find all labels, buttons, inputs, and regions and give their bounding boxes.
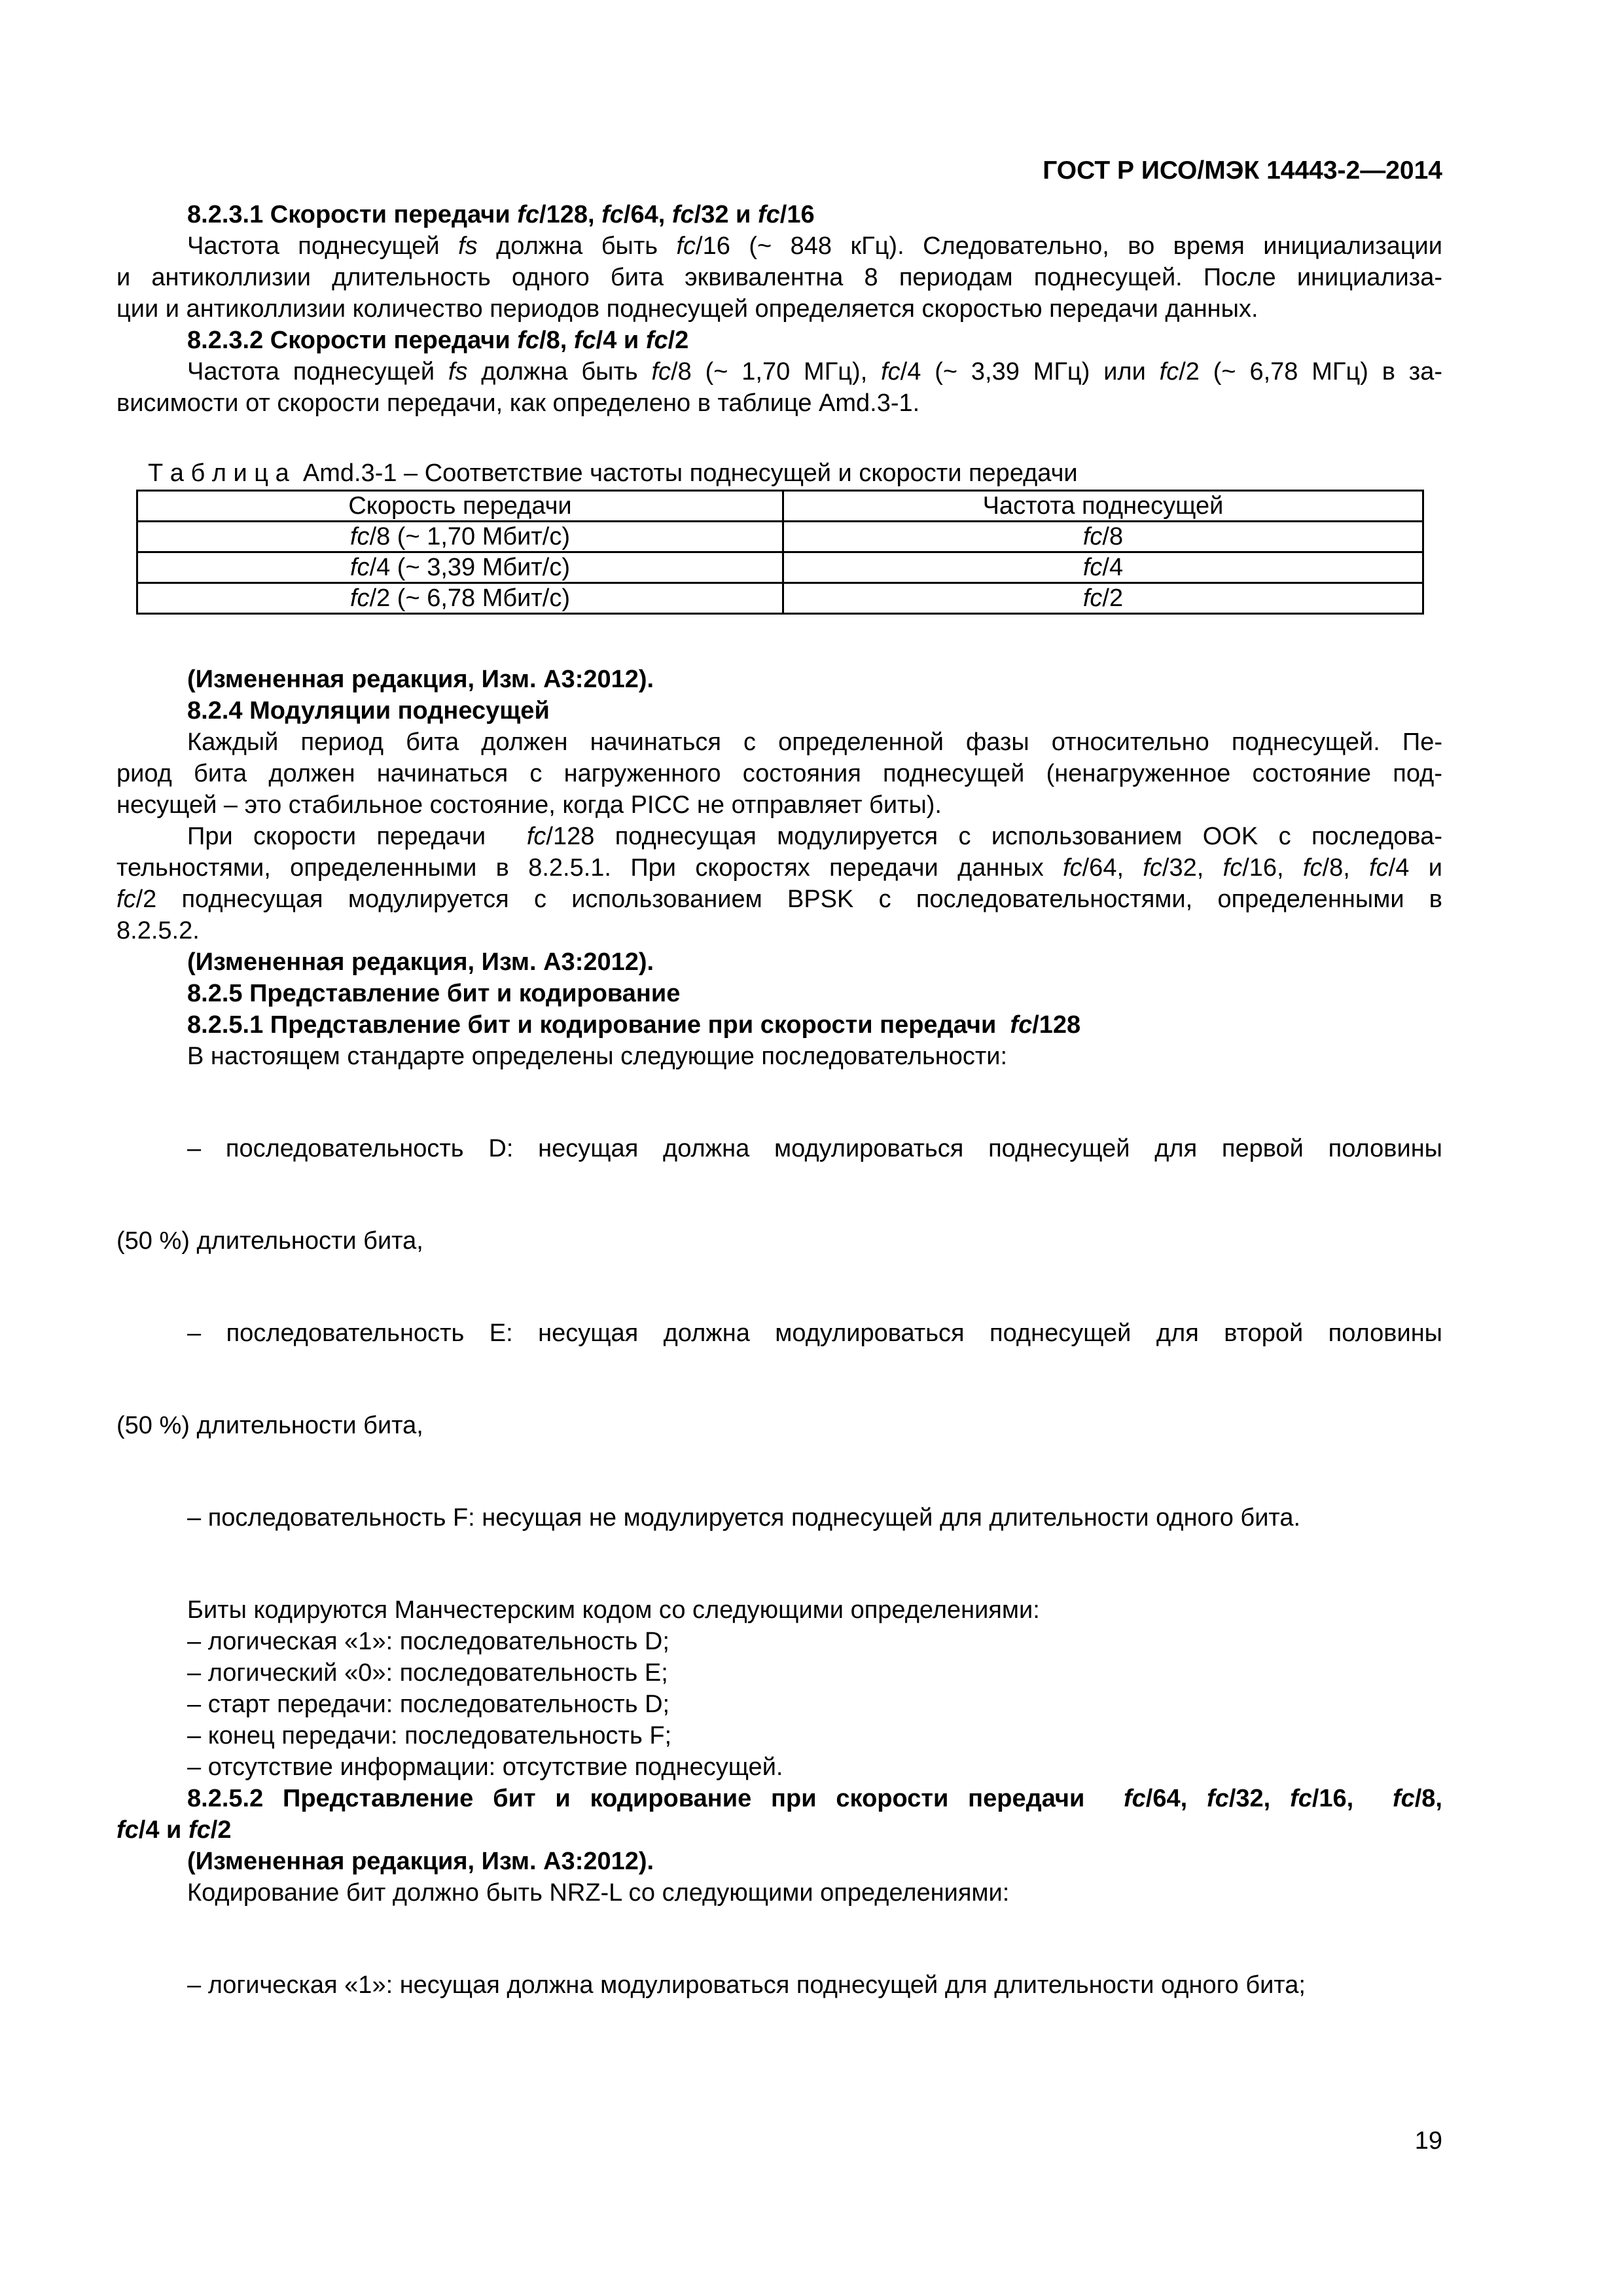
italic-fc: fc — [1124, 1785, 1146, 1812]
paragraph-line: Кодирование бит должно быть NRZ-L со следующими определениями: — [187, 1879, 1010, 1907]
italic-fc: fc — [676, 232, 696, 260]
italic-fc: fc — [517, 327, 540, 354]
heading-8-2-5: 8.2.5 Представление бит и кодирование — [187, 980, 681, 1007]
heading-8-2-3-2 — [187, 325, 688, 355]
italic-fc: fc — [1222, 854, 1243, 882]
text: /4 и — [1388, 854, 1442, 882]
paragraph-line: висимости от скорости передачи, как определено в таблице Amd.3-1. — [116, 389, 920, 417]
list-item: – конец передачи: последовательность F; — [187, 1722, 672, 1749]
table-cell — [137, 522, 783, 552]
paragraph-line — [116, 853, 1442, 883]
italic-fc: fc — [881, 358, 901, 386]
cell-text: /4 — [1102, 554, 1124, 581]
text: /2 (~ 6,78 МГц) в за- — [1179, 358, 1442, 386]
italic-fc: fc — [1010, 1011, 1033, 1039]
list-item: – старт передачи: последовательность D; — [187, 1691, 670, 1718]
italic-fc: fc — [1290, 1785, 1312, 1812]
cell-text: /2 (~ 6,78 Мбит/с) — [369, 584, 570, 612]
italic-fc: fc — [1082, 554, 1103, 581]
heading-text: /32 и — [694, 201, 758, 228]
text: Частота поднесущей — [187, 232, 459, 260]
text: /32, — [1162, 854, 1223, 882]
page-number: 19 — [1414, 2127, 1442, 2155]
sequence-e-line: – последовательность E: несущая должна модулироваться поднесущей для второй половины — [187, 1319, 1442, 1347]
italic-fc: fc — [757, 201, 780, 228]
table-cell — [783, 522, 1423, 552]
heading-8-2-5-1 — [187, 1010, 1080, 1040]
italic-fs: fs — [458, 232, 478, 260]
list-item: – логический «0»: последовательность E; — [187, 1659, 668, 1687]
document-header: ГОСТ Р ИСО/МЭК 14443-2—2014 — [1043, 156, 1442, 185]
italic-fs: fs — [448, 358, 468, 386]
heading-8-2-5-2 — [187, 1784, 1442, 1814]
table-caption — [148, 458, 1078, 488]
heading-text: 8.2.3.1 Скорости передачи — [187, 201, 518, 228]
cell-text: /8 — [1102, 523, 1124, 550]
table-cell — [137, 552, 783, 583]
caption-label: Т а б л и ц а — [148, 459, 289, 487]
italic-fc: fc — [350, 584, 370, 612]
italic-fc: fc — [350, 554, 370, 581]
heading-text: /16 — [779, 201, 815, 228]
cell-text: /4 (~ 3,39 Мбит/с) — [369, 554, 570, 581]
italic-fc: fc — [1063, 854, 1082, 882]
table-cell — [783, 552, 1423, 583]
text: При скорости передачи — [187, 823, 527, 850]
italic-fc: fc — [517, 201, 540, 228]
paragraph-line: несущей – это стабильное состояние, когда PICC не отправляет биты). — [116, 791, 942, 819]
paragraph-line: Каждый период бита должен начинаться с определенной фазы относительно поднесущей. Пе- — [187, 728, 1442, 756]
paragraph-line: Биты кодируются Манчестерским кодом со следующими определениями: — [187, 1596, 1040, 1624]
paragraph-line: и антиколлизии длительность одного бита эквивалентна 8 периодам поднесущей. После инициализа- — [116, 264, 1442, 291]
amendment-note: (Измененная редакция, Изм. A3:2012). — [187, 948, 654, 976]
heading-text: 8.2.3.2 Скорости передачи — [187, 327, 518, 354]
amendment-note: (Измененная редакция, Изм. A3:2012). — [187, 666, 654, 693]
sequence-d-line: (50 %) длительности бита, — [116, 1227, 423, 1255]
heading-text: 8.2.5.2 Представление бит и кодирование при скорости передачи — [187, 1785, 1124, 1812]
italic-fc: fc — [651, 358, 671, 386]
heading-text: /64, — [1145, 1785, 1207, 1812]
italic-fc: fc — [1143, 854, 1162, 882]
list-item: – отсутствие информации: отсутствие поднесущей. — [187, 1753, 783, 1781]
italic-fc: fc — [1369, 854, 1389, 882]
table-row — [137, 583, 1423, 614]
cell-text: /8 (~ 1,70 Мбит/с) — [369, 523, 570, 550]
italic-fc: fc — [116, 1816, 139, 1844]
table-header-cell: Скорость передачи — [137, 491, 783, 522]
text: /128 поднесущая модулируется с использованием OOK с последова- — [546, 823, 1442, 850]
heading-8-2-4: 8.2.4 Модуляции поднесущей — [187, 697, 550, 725]
italic-fc: fc — [1207, 1785, 1229, 1812]
heading-text: 8.2.5.1 Представление бит и кодирование при скорости передачи — [187, 1011, 1010, 1039]
paragraph-line: риод бита должен начинаться с нагруженного состояния поднесущей (ненагруженное состояние под- — [116, 760, 1442, 787]
italic-fc: fc — [645, 327, 668, 354]
sequence-e-line: (50 %) длительности бита, — [116, 1412, 423, 1439]
text: /16 (~ 848 кГц). Следовательно, во время инициализации — [696, 232, 1442, 260]
italic-fc: fc — [573, 327, 596, 354]
heading-text: /8, — [1414, 1785, 1442, 1812]
heading-text: /2 — [668, 327, 689, 354]
paragraph-line: В настоящем стандарте определены следующие последовательности: — [187, 1043, 1008, 1070]
paragraph-line: ции и антиколлизии количество периодов поднесущей определяется скоростью передачи данных. — [116, 295, 1258, 323]
italic-fc: fc — [1392, 1785, 1415, 1812]
subcarrier-table — [136, 490, 1424, 615]
heading-text: /8, — [539, 327, 574, 354]
italic-fc: fc — [1159, 358, 1179, 386]
text: Частота поднесущей — [187, 358, 448, 386]
heading-text: /32, — [1228, 1785, 1291, 1812]
text: /8, — [1322, 854, 1370, 882]
table-row — [137, 522, 1423, 552]
italic-fc: fc — [188, 1816, 211, 1844]
paragraph-line — [187, 357, 1442, 387]
text: тельностями, определенными в 8.2.5.1. При скоростях передачи данных — [116, 854, 1063, 882]
italic-fc: fc — [116, 886, 136, 913]
logic-one-line: – логическая «1»: несущая должна модулироваться поднесущей для длительности одного бита; — [187, 1971, 1306, 1999]
heading-text: /64, — [623, 201, 672, 228]
italic-fc: fc — [526, 823, 546, 850]
italic-fc: fc — [601, 201, 624, 228]
amendment-note: (Измененная редакция, Изм. A3:2012). — [187, 1848, 654, 1875]
heading-8-2-5-2-cont — [116, 1815, 231, 1845]
paragraph-line — [116, 884, 1442, 914]
table-header-row — [137, 491, 1423, 522]
caption-text: Amd.3-1 – Соответствие частоты поднесущей и скорости передачи — [289, 459, 1078, 487]
paragraph-line: 8.2.5.2. — [116, 917, 200, 944]
table-header-cell: Частота поднесущей — [783, 491, 1423, 522]
paragraph-line — [187, 231, 1442, 261]
sequence-f-line: – последовательность F: несущая не модулируется поднесущей для длительности одного бита. — [187, 1504, 1301, 1532]
heading-text: /16, — [1311, 1785, 1393, 1812]
cell-text: /2 — [1102, 584, 1124, 612]
heading-text: /4 и — [596, 327, 646, 354]
text: должна быть — [467, 358, 652, 386]
italic-fc: fc — [1302, 854, 1323, 882]
heading-8-2-3-1 — [187, 200, 815, 230]
heading-text: /128 — [1032, 1011, 1081, 1039]
sequence-d-line: – последовательность D: несущая должна модулироваться поднесущей для первой половины — [187, 1135, 1442, 1162]
text: должна быть — [477, 232, 677, 260]
text: /8 (~ 1,70 МГц), — [671, 358, 882, 386]
italic-fc: fc — [350, 523, 370, 550]
heading-text: /4 и — [138, 1816, 188, 1844]
table-cell — [137, 583, 783, 614]
italic-fc: fc — [1082, 584, 1103, 612]
heading-text: /2 — [210, 1816, 232, 1844]
text: /2 поднесущая модулируется с использованием BPSK с последовательностями, определенными в — [135, 886, 1442, 913]
text: /64, — [1082, 854, 1143, 882]
text: /16, — [1242, 854, 1303, 882]
italic-fc: fc — [671, 201, 694, 228]
table-row — [137, 552, 1423, 583]
paragraph-line — [187, 821, 1442, 852]
italic-fc: fc — [1082, 523, 1103, 550]
text: /4 (~ 3,39 МГц) или — [900, 358, 1160, 386]
list-item: – логическая «1»: последовательность D; — [187, 1628, 669, 1655]
table-cell — [783, 583, 1423, 614]
heading-text: /128, — [539, 201, 602, 228]
